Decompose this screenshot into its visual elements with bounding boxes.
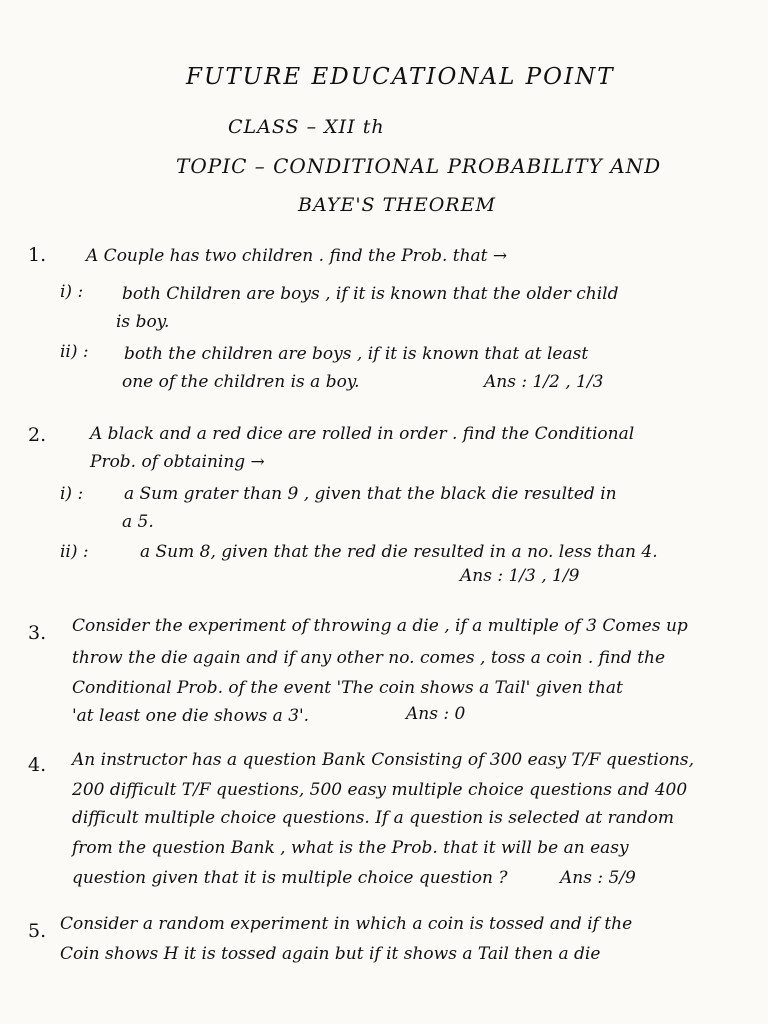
question-3-line-4: 'at least one die shows a 3'.: [72, 706, 310, 726]
question-number-5: 5.: [28, 920, 47, 942]
question-5-line-2: Coin shows H it is tossed again but if it shows a Tail then a die: [60, 944, 601, 964]
question-4-line-2: 200 difficult T/F questions, 500 easy multiple choice questions and 400: [72, 780, 688, 800]
question-4-line-3: difficult multiple choice questions. If a question is selected at random: [72, 808, 675, 828]
question-2-part-2-label: ii) :: [60, 542, 89, 562]
topic-label: TOPIC – CONDITIONAL PROBABILITY AND: [176, 154, 662, 178]
question-1-text: A Couple has two children . find the Prob. that →: [86, 246, 508, 266]
question-4-line-1: An instructor has a question Bank Consisting of 300 easy T/F questions,: [72, 750, 695, 770]
question-2-part-2-line-1: a Sum 8, given that the red die resulted in a no. less than 4.: [140, 542, 658, 562]
question-1-part-2-line-2: one of the children is a boy.: [122, 372, 360, 392]
question-number-1: 1.: [28, 244, 47, 266]
question-2-line-2: Prob. of obtaining →: [90, 452, 265, 472]
question-1-part-1-line-2: is boy.: [116, 312, 170, 332]
question-2-line-1: A black and a red dice are rolled in order . find the Conditional: [90, 424, 635, 444]
question-number-2: 2.: [28, 424, 47, 446]
question-1-answer: Ans : 1/2 , 1/3: [484, 372, 604, 392]
question-3-line-2: throw the die again and if any other no. comes , toss a coin . find the: [72, 648, 666, 668]
question-3-answer: Ans : 0: [406, 704, 466, 724]
topic-label-continued: BAYE'S THEOREM: [298, 194, 496, 216]
question-2-part-1-label: i) :: [60, 484, 84, 504]
class-label: CLASS – XII th: [228, 116, 385, 138]
question-5-line-1: Consider a random experiment in which a coin is tossed and if the: [60, 914, 633, 934]
question-number-3: 3.: [28, 622, 47, 644]
question-2-part-1-line-1: a Sum grater than 9 , given that the black die resulted in: [124, 484, 617, 504]
question-1-part-2-label: ii) :: [60, 342, 89, 362]
question-3-line-1: Consider the experiment of throwing a die , if a multiple of 3 Comes up: [72, 616, 688, 636]
question-1-part-1-line-1: both Children are boys , if it is known that the older child: [122, 284, 619, 304]
question-1-part-1-label: i) :: [60, 282, 84, 302]
institute-title: FUTURE EDUCATIONAL POINT: [186, 64, 615, 90]
question-2-answer: Ans : 1/3 , 1/9: [460, 566, 580, 586]
question-number-4: 4.: [28, 754, 47, 776]
question-4-answer: Ans : 5/9: [560, 868, 636, 888]
question-4-line-4: from the question Bank , what is the Prob. that it will be an easy: [72, 838, 629, 858]
question-4-line-5: question given that it is multiple choice question ?: [72, 868, 508, 888]
question-3-line-3: Conditional Prob. of the event 'The coin shows a Tail' given that: [72, 678, 623, 698]
question-1-part-2-line-1: both the children are boys , if it is known that at least: [124, 344, 589, 364]
question-2-part-1-line-2: a 5.: [122, 512, 154, 532]
